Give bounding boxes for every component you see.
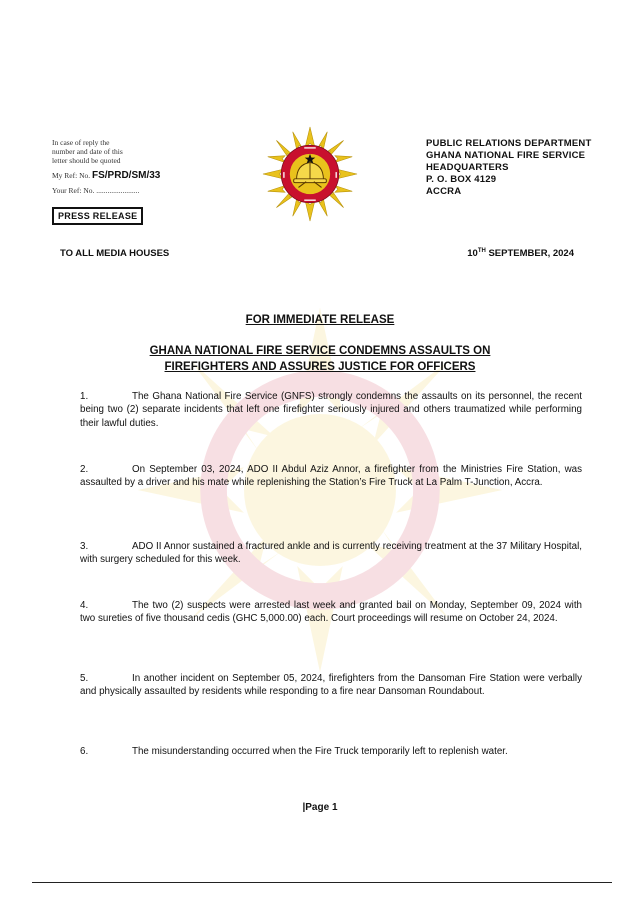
footer-rule — [32, 882, 612, 883]
my-ref-line: My Ref: No. FS/PRD/SM/33 — [52, 170, 161, 181]
paragraph-3: 3. ADO II Annor sustained a fractured ankle and is currently receiving treatment at the 37 Military Hospital, with surgery scheduled for this week. — [80, 541, 582, 566]
page-number: |Page 1 — [302, 802, 338, 813]
my-ref-number: FS/PRD/SM/33 — [92, 170, 161, 181]
paragraph-4: 4. The two (2) suspects were arrested last week and granted bail on Monday, September 09, 2024 with two sureties of five thousand cedis (GHC 5,000.00) each. Court proceedings will resume on October 24, 2024. — [80, 600, 582, 625]
recipient-line: TO ALL MEDIA HOUSES — [60, 248, 170, 259]
sender-address: PUBLIC RELATIONS DEPARTMENT GHANA NATIONAL FIRE SERVICE HEADQUARTERS P. O. BOX 4129 ACCRA — [426, 138, 592, 197]
release-date: 10TH SEPTEMBER, 2024 — [467, 248, 574, 260]
your-ref-line: Your Ref: No. ....................... — [52, 186, 140, 195]
paragraph-5: 5. In another incident on September 05, 2024, firefighters from the Dansoman Fire Station were verbally and physically assaulted by residents while responding to a fire near Dansoman Roundabout. — [80, 673, 582, 698]
paragraph-1: 1. The Ghana National Fire Service (GNFS) strongly condemns the assaults on its personnel, the recent being two (2) separate incidents that left one firefighter seriously injured and others traumatized while performing their lawful duties. — [80, 391, 582, 429]
paragraph-6: 6. The misunderstanding occurred when the Fire Truck temporarily left to replenish water. — [80, 746, 508, 757]
paragraph-2: 2. On September 03, 2024, ADO II Abdul Aziz Annor, a firefighter from the Ministries Fire Station, was assaulted by a driver and his mate while replenishing the Station’s Fire Truck at La Palm T-Junction, Accra. — [80, 464, 582, 489]
fire-service-emblem-icon — [262, 126, 358, 222]
immediate-release-heading: FOR IMMEDIATE RELEASE — [245, 314, 395, 326]
reply-instruction: In case of reply the number and date of this letter should be quoted — [52, 138, 123, 165]
press-headline: GHANA NATIONAL FIRE SERVICE CONDEMNS ASSAULTS ON FIREFIGHTERS AND ASSURES JUSTICE FOR OFFICERS — [149, 345, 491, 373]
reference-block — [52, 138, 160, 195]
press-release-label: PRESS RELEASE — [52, 207, 143, 225]
